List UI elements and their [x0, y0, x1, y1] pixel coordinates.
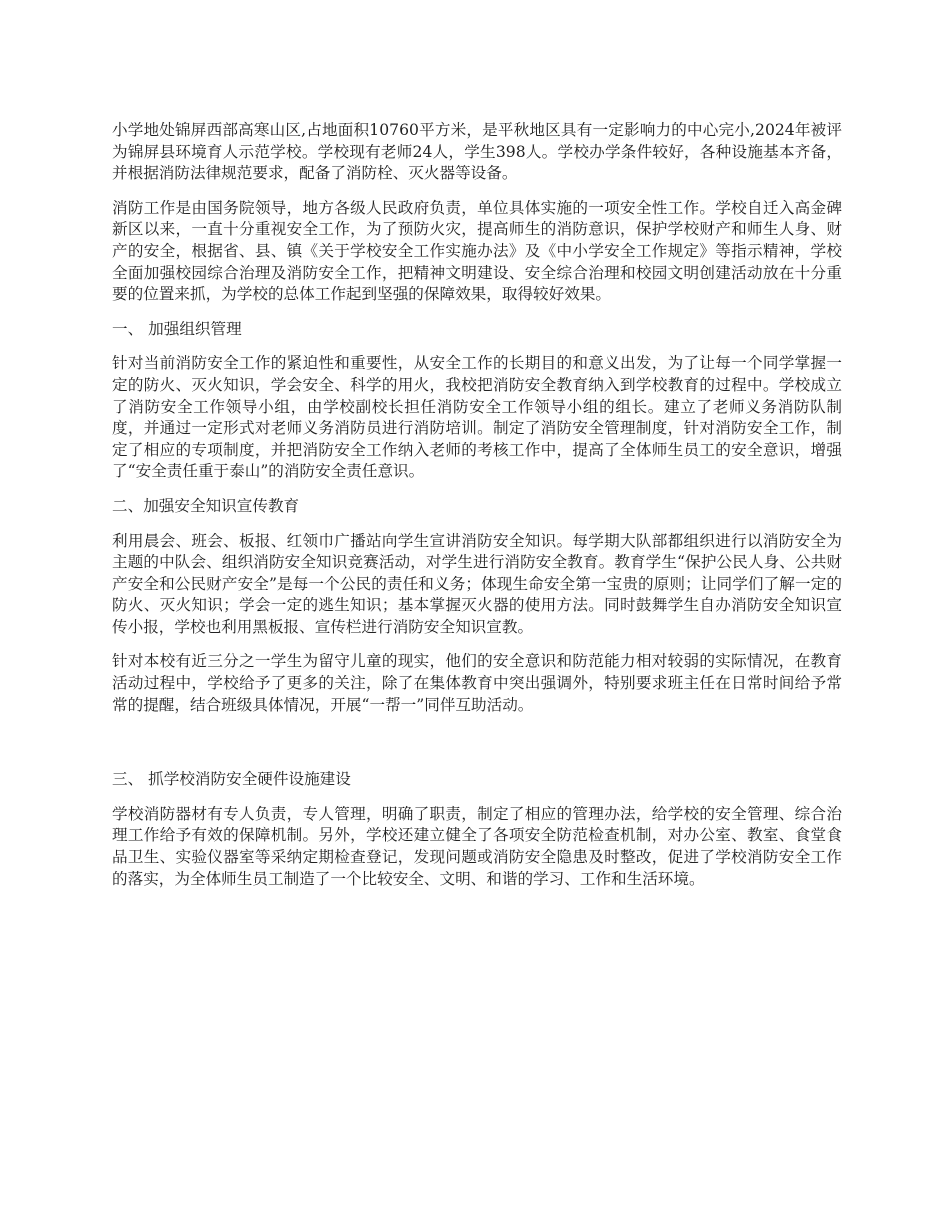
paragraph-spacer	[112, 185, 842, 198]
organization-paragraph: 针对当前消防安全工作的紧迫性和重要性，从安全工作的长期目的和意义出发，为了让每一个同学掌握一定的防火、灭火知识，学会安全、科学的用火，我校把消防安全教育纳入到学校教育的过程中。学校成立了消防安全工作领导小组，由学校副校长担任消防安全工作领导小组的组长。建立了老师义务消防队制度，并通过一定形式对老师义务消防员进行消防培训。制定了消防安全管理制度，针对消防安全工作，制定了相应的专项制度，并把消防安全工作纳入老师的考核工作中，提高了全体师生员工的安全意识，增强了“安全责任重于泰山”的消防安全责任意识。	[112, 354, 842, 481]
section-spacer	[112, 716, 842, 769]
paragraph-spacer	[112, 306, 842, 319]
paragraph-spacer	[112, 340, 842, 353]
intro-paragraph: 小学地处锦屏西部高寒山区,占地面积10760平方米，是平秋地区具有一定影响力的中心完小,2024年被评为锦屏县环境育人示范学校。学校现有老师24人，学生398人。学校办学条件较好，各种设施基本齐备，并根据消防法律规范要求，配备了消防栓、灭火器等设备。	[112, 121, 842, 183]
paragraph-spacer	[112, 518, 842, 531]
section-heading-education: 二、加强安全知识宣传教育	[112, 496, 300, 515]
section-heading-organization: 一、 加强组织管理	[112, 319, 242, 338]
paragraph-spacer	[112, 791, 842, 804]
background-paragraph: 消防工作是由国务院领导，地方各级人民政府负责，单位具体实施的一项安全性工作。学校自迁入高金碑新区以来，一直十分重视安全工作，为了预防火灾，提高师生的消防意识，保护学校财产和师生人身、财产的安全，根据省、县、镇《关于学校安全工作实施办法》及《中小学安全工作规定》等指示精神，学校全面加强校园综合治理及消防安全工作，把精神文明建设、安全综合治理和校园文明创建活动放在十分重要的位置来抓，为学校的总体工作起到坚强的保障效果，取得较好效果。	[112, 198, 842, 304]
section-heading-facilities: 三、 抓学校消防安全硬件设施建设	[112, 770, 351, 789]
document-page	[112, 120, 842, 890]
left-behind-children-paragraph: 针对本校有近三分之一学生为留守儿童的现实，他们的安全意识和防范能力相对较弱的实际情况，在教育活动过程中，学校给予了更多的关注，除了在集体教育中突出强调外，特别要求班主任在日常时间给予常常的提醒，结合班级具体情况，开展“一帮一”同伴互助活动。	[112, 652, 842, 714]
facilities-paragraph: 学校消防器材有专人负责，专人管理，明确了职责，制定了相应的管理办法，给学校的安全管理、综合治理工作给予有效的保障机制。另外，学校还建立健全了各项安全防范检查机制，对办公室、教室、食堂食品卫生、实验仪器室等采纳定期检查登记，发现问题或消防安全隐患及时整改，促进了学校消防安全工作的落实，为全体师生员工制造了一个比较安全、文明、和谐的学习、工作和生活环境。	[112, 804, 842, 888]
paragraph-spacer	[112, 483, 842, 496]
education-paragraph: 利用晨会、班会、板报、红领巾广播站向学生宣讲消防安全知识。每学期大队部都组织进行以消防安全为主题的中队会、组织消防安全知识竞赛活动，对学生进行消防安全教育。教育学生“保护公民人身、公共财产安全和公民财产安全”是每一个公民的责任和义务；体现生命安全第一宝贵的原则；让同学们了解一定的防火、灭火知识；学会一定的逃生知识；基本掌握灭火器的使用方法。同时鼓舞学生自办消防安全知识宣传小报，学校也利用黑板报、宣传栏进行消防安全知识宣教。	[112, 531, 842, 636]
paragraph-spacer	[112, 638, 842, 651]
